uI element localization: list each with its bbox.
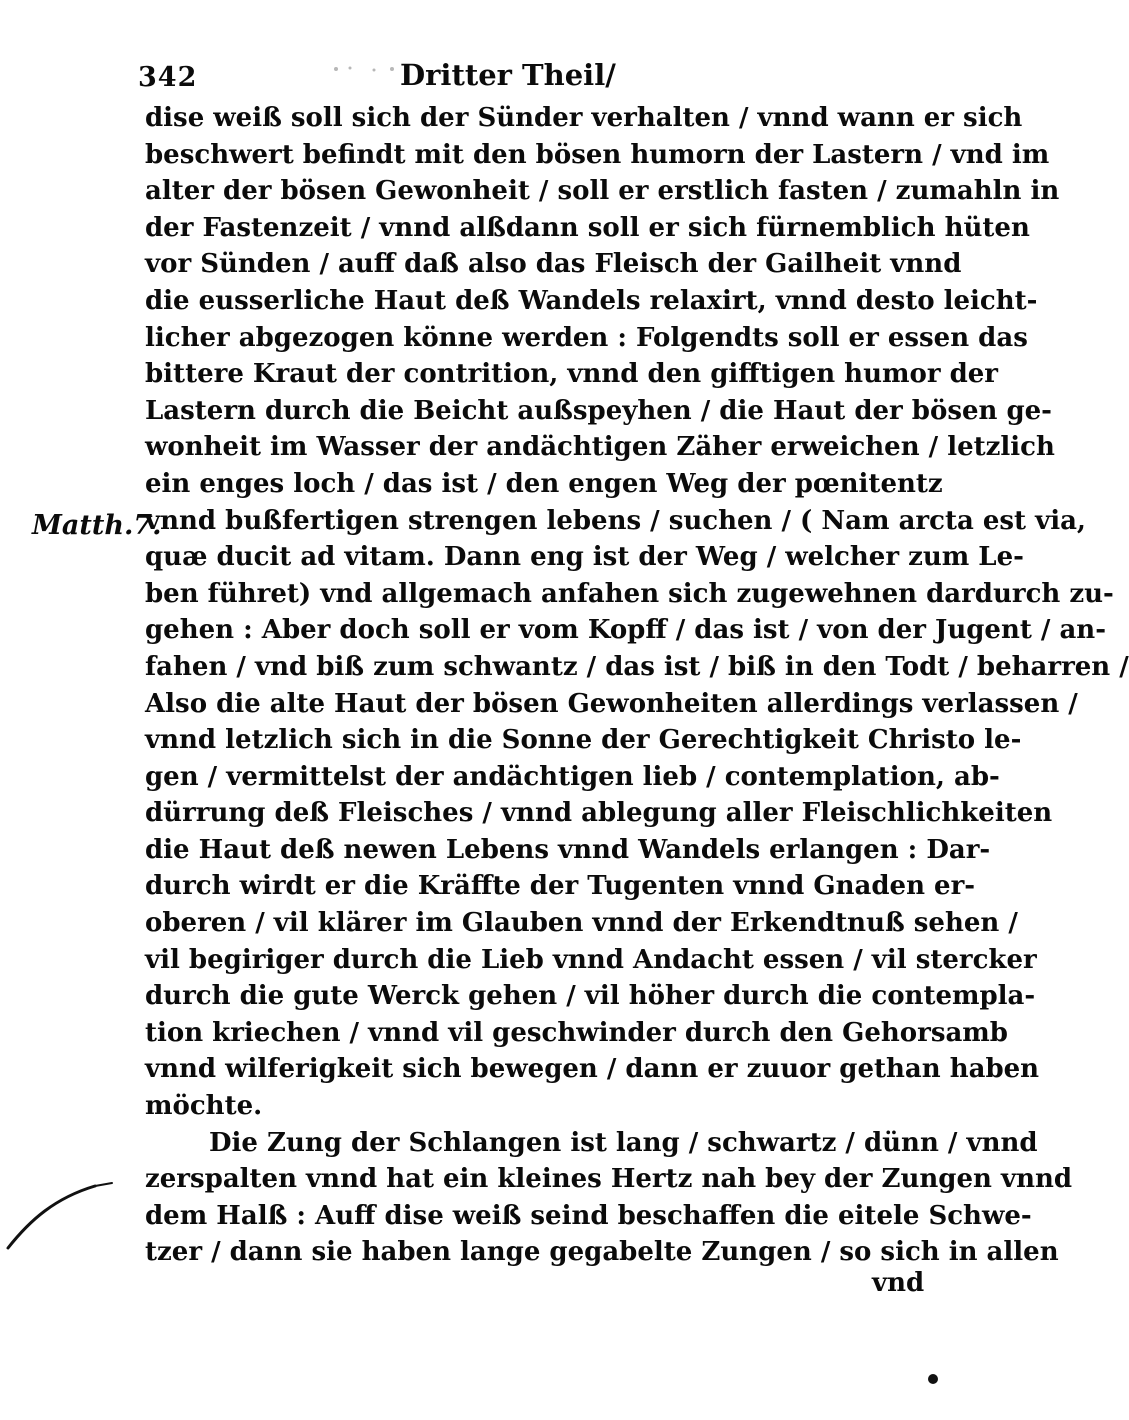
text-line: quæ ducit ad vitam. Dann eng ist der Weg / welcher zum Le- [145,542,1024,573]
faint-ink-marks [330,62,400,76]
text-line: vnnd letzlich sich in die Sonne der Gerechtigkeit Christo le- [145,725,1022,756]
text-line: alter der bösen Gewonheit / soll er erstlich fasten / zumahln in [145,176,1060,207]
text-line: Die Zung der Schlangen ist lang / schwartz / dünn / vnnd [209,1127,1038,1158]
ink-dot-mark [928,1374,938,1384]
text-line: der Fastenzeit / vnnd alßdann soll er sich fürnemblich hüten [145,212,1030,243]
text-line: fahen / vnd biß zum schwantz / das ist / biß in den Todt / beharren / [145,651,1129,682]
text-line: oberen / vil klärer im Glauben vnnd der Erkendtnuß sehen / [145,908,1018,939]
text-line: die eusserliche Haut deß Wandels relaxirt, vnnd desto leicht- [145,285,1038,316]
text-line: bittere Kraut der contrition, vnnd den gifftigen humor der [145,359,998,390]
text-line: durch die gute Werck gehen / vil höher durch die contempla- [145,981,1036,1012]
text-line: licher abgezogen könne werden : Folgendts soll er essen das [145,322,1028,353]
text-line: vnnd wilferigkeit sich bewegen / dann er zuuor gethan haben [145,1054,1040,1085]
text-line: ein enges loch / das ist / den engen Weg der pœnitentz [145,468,943,499]
text-line: gehen : Aber doch soll er vom Kopff / das ist / von der Jugent / an- [145,615,1106,646]
text-line: vor Sünden / auff daß also das Fleisch der Gailheit vnnd [145,249,962,280]
text-line: Also die alte Haut der bösen Gewonheiten allerdings verlassen / [145,688,1078,719]
text-line: vil begiriger durch die Lieb vnnd Andacht essen / vil stercker [145,944,1037,975]
text-line: Lastern durch die Beicht außspeyhen / die Haut der bösen ge- [145,395,1052,426]
text-line: möchte. [145,1091,263,1122]
page-number: 342 [138,62,198,93]
text-line: tion kriechen / vnnd vil geschwinder durch den Gehorsamb [145,1017,1008,1048]
text-line: wonheit im Wasser der andächtigen Zäher erweichen / letzlich [145,432,1055,463]
text-line: durch wirdt er die Kräffte der Tugenten vnnd Gnaden er- [145,871,976,902]
text-line: die Haut deß newen Lebens vnnd Wandels erlangen : Dar- [145,834,991,865]
text-line: gen / vermittelst der andächtigen lieb / contemplation, ab- [145,761,1000,792]
margin-note: Matth.7. [32,510,162,541]
running-head: Dritter Theil/ [400,58,616,92]
text-line: beschwert befindt mit den bösen humorn der Lastern / vnd im [145,139,1050,170]
text-line: zerspalten vnnd hat ein kleines Hertz nah bey der Zungen vnnd [145,1164,1073,1195]
text-line: ben führet) vnd allgemach anfahen sich zugewehnen dardurch zu- [145,578,1114,609]
body-text [145,100,1129,1271]
text-line: vnnd bußfertigen strengen lebens / suchen / ( Nam arcta est via, [145,505,1086,536]
ink-stroke-mark [0,1170,120,1260]
text-line: dem Halß : Auff dise weiß seind beschaffen die eitele Schwe- [145,1200,1032,1231]
text-line: tzer / dann sie haben lange gegabelte Zungen / so sich in allen [145,1237,1059,1268]
text-line: dise weiß soll sich der Sünder verhalten / vnnd wann er sich [145,103,1023,133]
text-line: dürrung deß Fleisches / vnnd ablegung aller Fleischlichkeiten [145,798,1053,829]
catchword: vnd [872,1268,925,1298]
